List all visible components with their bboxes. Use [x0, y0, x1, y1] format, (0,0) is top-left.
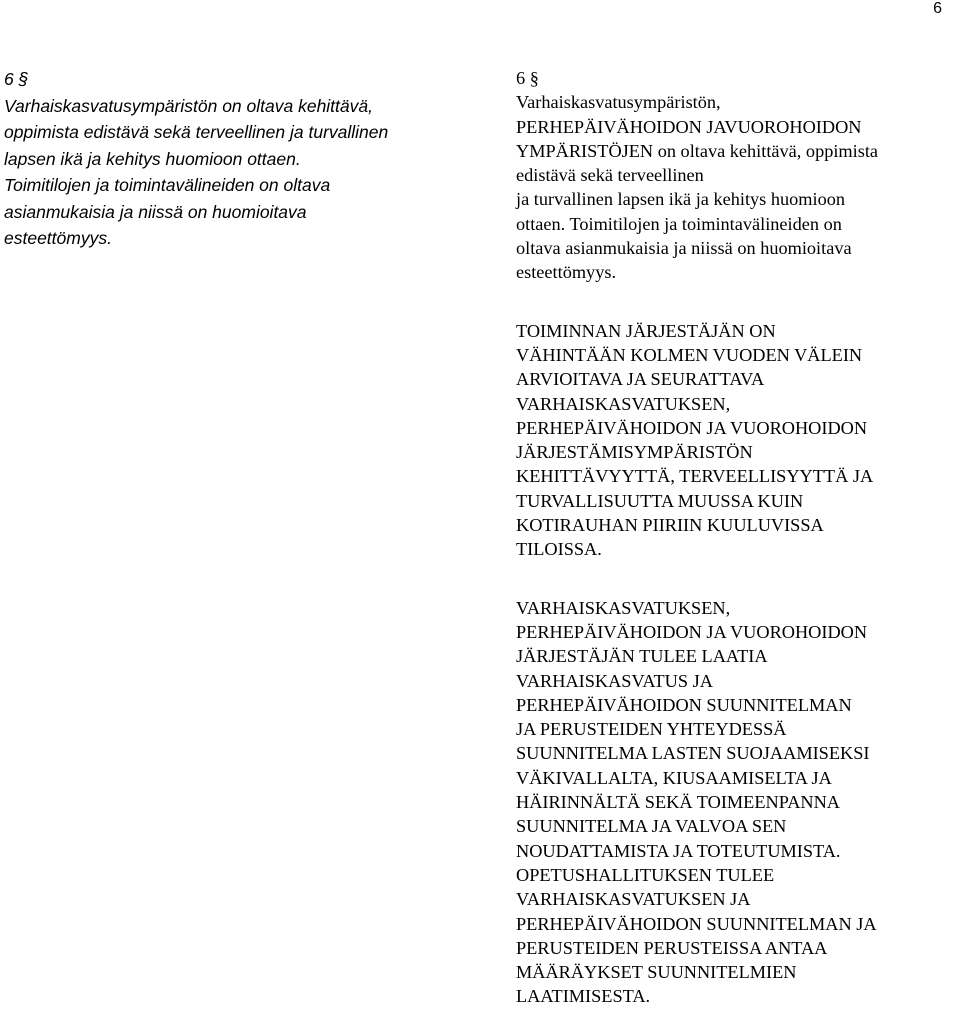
text-line: MÄÄRÄYKSET SUUNNITELMIEN	[516, 962, 797, 983]
text-line: PERHEPÄIVÄHOIDON JA VUOROHOIDON	[516, 621, 868, 642]
text-line: SUUNNITELMA LASTEN SUOJAAMISEKSI	[516, 743, 870, 764]
text-line: VARHAISKASVATUKSEN,	[516, 393, 731, 414]
text-line: esteettömyys.	[4, 228, 112, 248]
text-line: PERHEPÄIVÄHOIDON SUUNNITELMAN	[516, 694, 852, 715]
text-line: TILOISSA.	[516, 539, 602, 560]
text-line: SUUNNITELMA JA VALVOA SEN	[516, 816, 787, 837]
text-line: esteettömyys.	[516, 262, 617, 283]
page-number: 6	[933, 0, 942, 17]
text-line: LAATIMISESTA.	[516, 986, 651, 1007]
proposed-paragraph-2	[516, 319, 956, 562]
text-line: oppimista edistävä sekä terveellinen ja turvallinen	[4, 122, 389, 142]
text-line: edistävä sekä terveellinen	[516, 165, 704, 186]
text-line: JÄRJESTÄJÄN TULEE LAATIA	[516, 646, 768, 667]
text-line: VARHAISKASVATUKSEN JA	[516, 889, 751, 910]
text-line: ARVIOITAVA JA SEURATTAVA	[516, 369, 765, 390]
text-line: VARHAISKASVATUS JA	[516, 670, 713, 691]
text-line: PERHEPÄIVÄHOIDON JAVUOROHOIDON	[516, 116, 862, 137]
text-line: TOIMINNAN JÄRJESTÄJÄN ON	[516, 320, 776, 341]
text-line: Toimitilojen ja toimintavälineiden on oltava	[4, 175, 331, 195]
text-line: Varhaiskasvatusympäristön,	[516, 92, 721, 113]
text-line: NOUDATTAMISTA JA TOTEUTUMISTA.	[516, 840, 841, 861]
text-line: VARHAISKASVATUKSEN,	[516, 597, 731, 618]
text-line: YMPÄRISTÖJEN on oltava kehittävä, oppimista	[516, 140, 879, 161]
paragraph-spacer	[516, 285, 956, 319]
text-line: PERHEPÄIVÄHOIDON JA VUOROHOIDON	[516, 417, 868, 438]
proposed-text-column	[516, 66, 956, 1009]
text-line: ottaen. Toimitilojen ja toimintavälineiden on	[516, 213, 842, 234]
text-line: TURVALLISUUTTA MUUSSA KUIN	[516, 490, 804, 511]
text-line: ja turvallinen lapsen ikä ja kehitys huomioon	[516, 189, 845, 210]
text-line: VÄKIVALLALTA, KIUSAAMISELTA JA	[516, 767, 832, 788]
text-line: JA PERUSTEIDEN YHTEYDESSÄ	[516, 719, 787, 740]
text-line: KOTIRAUHAN PIIRIIN KUULUVISSA	[516, 515, 824, 536]
text-line: Varhaiskasvatusympäristön on oltava kehittävä,	[4, 95, 373, 116]
section-heading: 6 §	[516, 68, 539, 88]
proposed-paragraph-1	[516, 66, 956, 285]
text-line: PERUSTEIDEN PERUSTEISSA ANTAA	[516, 937, 828, 958]
text-line: KEHITTÄVYYTTÄ, TERVEELLISYYTTÄ JA	[516, 466, 874, 487]
text-line: lapsen ikä ja kehitys huomioon ottaen.	[4, 148, 301, 169]
text-line: OPETUSHALLITUKSEN TULEE	[516, 864, 775, 885]
text-line: asianmukaisia ja niissä on huomioitava	[4, 201, 307, 222]
text-line: HÄIRINNÄLTÄ SEKÄ TOIMEENPANNA	[516, 792, 840, 813]
text-line: VÄHINTÄÄN KOLMEN VUODEN VÄLEIN	[516, 344, 863, 365]
text-line: oltava asianmukaisia ja niissä on huomioitava	[516, 238, 852, 259]
paragraph-spacer	[516, 562, 956, 596]
text-line: PERHEPÄIVÄHOIDON SUUNNITELMAN JA	[516, 913, 877, 934]
text-line: JÄRJESTÄMISYMPÄRISTÖN	[516, 442, 753, 463]
current-text-column	[4, 66, 474, 252]
proposed-paragraph-3	[516, 596, 956, 1009]
section-heading: 6 §	[4, 69, 29, 89]
